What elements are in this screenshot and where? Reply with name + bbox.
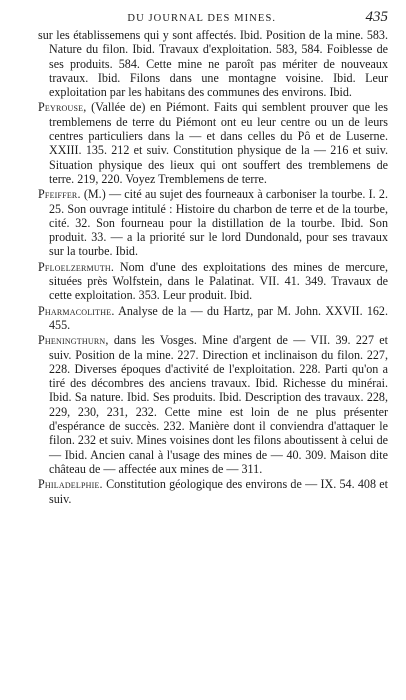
index-entry-philadelphie <box>38 477 388 506</box>
index-entry-pharmacolithe <box>38 304 388 333</box>
running-head <box>38 10 388 26</box>
entry-text: (M.) — cité au sujet des fourneaux à carboniser la tourbe. I. 2. 25. Son ouvrage intitulé : Histoire du charbon de terre et de la tourbe, cité. 32. Son fourneau pour la distillation de la tourbe. Ibid. Son produit. 33. — a la priorité sur le lord Dundonald, pour ses travaux sur la tourbe. Ibid. <box>49 187 388 259</box>
entry-text: (Vallée de) en Piémont. Faits qui semblent prouver que les tremblemens de terre du Piémont ont eu leur centre ou un de leurs centres particuliers dans la — et dans celles du Pô et de Luserne. XXIII. 135. 212 et suiv. Constitution physique de la — 216 et suiv. Situation physique des lieux qui ont souffert des tremblemens de terre. 219, 220. Voyez Tremblemens de terre. <box>49 100 389 186</box>
entry-head: Pharmacolithe. <box>38 303 115 318</box>
entry-text: Analyse de la — du Hartz, par M. John. XXVII. 162. 455. <box>49 303 389 332</box>
index-entry-continuation <box>38 28 388 99</box>
entry-text: sur les établissemens qui y sont affectés. Ibid. Position de la mine. 583. Nature du filon. Ibid. Travaux d'exploitation. 583, 584. Foiblesse de ses produits. 584. Cette mine ne paroît pas mériter de nouveaux travaux. Ibid. Filons dans une montagne voisine. Ibid. Leur exploitation par les habitans des communes des environs. Ibid. <box>38 28 388 100</box>
entry-text: Nom d'une des exploitations des mines de mercure, situées près Wolfstein, dans le Palatinat. VII. 41. 349. Travaux de cette exploitation. 353. Leur produit. Ibid. <box>49 259 388 303</box>
journal-title: DU JOURNAL DES MINES. <box>127 13 277 24</box>
entry-head: Pfloelzermuth. <box>38 259 115 274</box>
entry-head: Philadelphie. <box>38 477 103 492</box>
page-number: 435 <box>365 9 388 25</box>
entry-head: Pfeiffer. <box>38 187 81 202</box>
index-entry-pfeiffer <box>38 187 388 258</box>
index-entry-peyrouse <box>38 100 388 186</box>
entry-text: Constitution géologique des environs de — IX. 54. 408 et suiv. <box>49 477 388 506</box>
entry-text: dans les Vosges. Mine d'argent de — VII. 39. 227 et suiv. Position de la mine. 227. Direction et inclinaison du filon. 227, 228. Diverses époques d'activité de l'exploitation. 228. Parti qu'on a tiré des décombres des anciens travaux. Ibid. Richesse du minérai. Ibid. Sa nature. Ibid. Ses produits. Ibid. Description des travaux. 228, 229, 230, 231, 232. Cette mine est loin de ne plus présenter d'espérance de succès. 232. Manière dont il conviendra d'attaquer le filon. 232 et suiv. Mines voisines dont les filons aboutissent à celui de — Ibid. Ancien canal à l'usage des mines de — 40. 309. Maison dite château de — affectée aux mines de — 311. <box>49 333 389 476</box>
entry-head: Peyrouse, <box>38 100 87 115</box>
index-entry-pheningthurn <box>38 333 388 476</box>
entry-head: Pheningthurn, <box>38 333 109 348</box>
index-entry-pfloelzermuth <box>38 260 388 303</box>
